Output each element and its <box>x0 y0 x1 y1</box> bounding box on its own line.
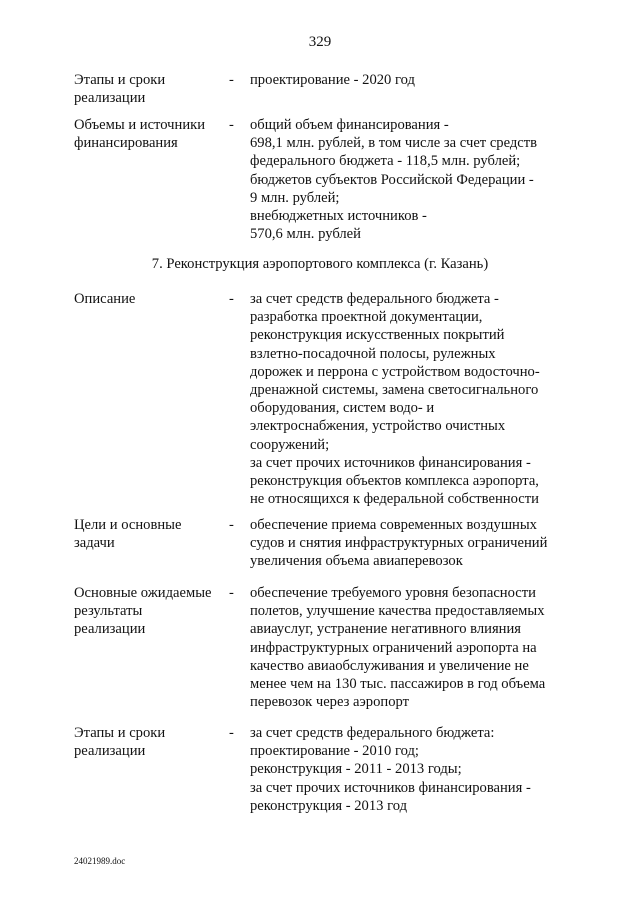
field-value <box>250 724 570 815</box>
field-value <box>250 584 570 711</box>
field-dash: - <box>229 725 234 741</box>
value-line: обеспечение требуемого уровня безопасности <box>250 585 536 601</box>
value-line: не относящихся к федеральной собственности <box>250 491 539 508</box>
value-line: сооружений; <box>250 436 330 453</box>
label-line: Описание <box>74 291 136 307</box>
value-line: реконструкция объектов комплекса аэропорта, <box>250 473 539 490</box>
field-label <box>74 71 224 107</box>
field-label <box>74 724 224 760</box>
value-line: судов и снятия инфраструктурных ограничений <box>250 535 548 552</box>
value-line: за счет прочих источников финансирования - <box>250 779 531 796</box>
value-line: инфраструктурных ограничений аэропорта на <box>250 639 537 656</box>
label-line: Объемы и источники <box>74 117 206 133</box>
field-label <box>74 116 224 152</box>
value-line: общий объем финансирования - <box>250 117 449 133</box>
value-line: авиауслуг, устранение негативного влияния <box>250 621 522 638</box>
value-line: оборудования, систем водо- и <box>250 400 435 417</box>
section-heading: 7. Реконструкция аэропортового комплекса (г. Казань) <box>151 256 489 272</box>
value-line: за счет прочих источников финансирования - <box>250 454 531 471</box>
value-line: качество авиаобслуживания и увеличение не <box>250 657 529 674</box>
value-line: 570,6 млн. рублей <box>250 226 361 243</box>
field-dash: - <box>229 585 234 601</box>
label-line: задачи <box>74 535 115 552</box>
value-line: федерального бюджета - 118,5 млн. рублей; <box>250 153 521 170</box>
value-line: проектирование - 2010 год; <box>250 743 419 760</box>
field-dash: - <box>229 117 234 133</box>
value-line: перевозок через аэропорт <box>250 694 409 711</box>
label-line: Этапы и сроки <box>74 725 166 741</box>
field-value <box>250 116 570 243</box>
label-line: Основные ожидаемые <box>74 585 212 601</box>
value-line: бюджетов субъектов Российской Федерации - <box>250 171 534 188</box>
value-line: разработка проектной документации, <box>250 309 483 326</box>
value-line: дорожек и перрона с устройством водосточно- <box>250 363 540 380</box>
value-line: увеличения объема авиаперевозок <box>250 553 463 570</box>
field-dash: - <box>229 291 234 307</box>
field-dash: - <box>229 72 234 88</box>
value-line: реконструкция - 2011 - 2013 годы; <box>250 761 462 778</box>
label-line: реализации <box>74 90 146 107</box>
footer-filename: 24021989.doc <box>74 856 126 866</box>
label-line: реализации <box>74 621 146 638</box>
value-line: взлетно-посадочной полосы, рулежных <box>250 345 496 362</box>
value-line: проектирование - 2020 год <box>250 72 415 88</box>
label-line: Этапы и сроки <box>74 72 166 88</box>
label-line: реализации <box>74 743 146 760</box>
field-dash: - <box>229 517 234 533</box>
field-value <box>250 516 570 571</box>
value-line: 698,1 млн. рублей, в том числе за счет средств <box>250 135 538 152</box>
value-line: электроснабжения, устройство очистных <box>250 418 506 435</box>
value-line: внебюджетных источников - <box>250 208 427 225</box>
value-line: 9 млн. рублей; <box>250 189 340 206</box>
value-line: за счет средств федерального бюджета - <box>250 291 499 307</box>
field-label <box>74 584 224 639</box>
field-label <box>74 516 224 552</box>
value-line: реконструкция искусственных покрытий <box>250 327 505 344</box>
field-label <box>74 290 224 308</box>
label-line: результаты <box>74 603 143 620</box>
label-line: Цели и основные <box>74 517 182 533</box>
field-value <box>250 71 570 89</box>
page-number: 329 <box>308 34 332 50</box>
field-value <box>250 290 570 508</box>
value-line: полетов, улучшение качества предоставляемых <box>250 603 545 620</box>
value-line: за счет средств федерального бюджета: <box>250 725 495 741</box>
label-line: финансирования <box>74 135 178 152</box>
value-line: менее чем на 130 тыс. пассажиров в год объема <box>250 676 546 693</box>
value-line: дренажной системы, замена светосигнального <box>250 382 539 399</box>
value-line: обеспечение приема современных воздушных <box>250 517 537 533</box>
value-line: реконструкция - 2013 год <box>250 797 408 814</box>
